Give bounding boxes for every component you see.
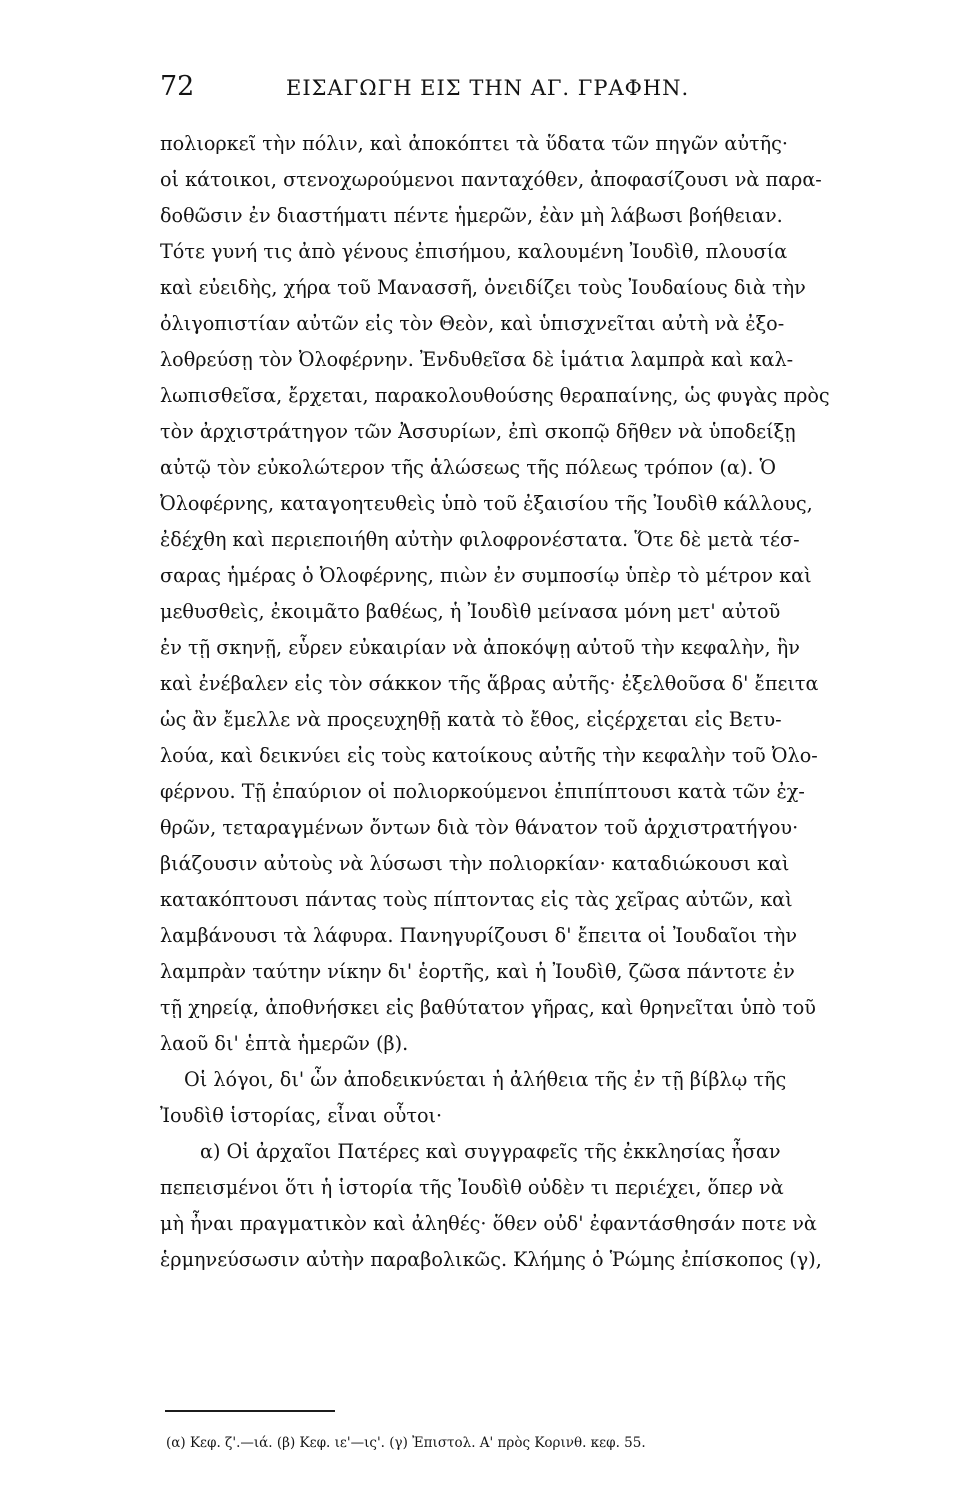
text-line: μεθυσθεὶς, ἐκοιμᾶτο βαθέως, ἡ Ἰουδὶθ μείνασα μόνη μετ' αὐτοῦ bbox=[160, 600, 781, 623]
text-line: τὸν ἀρχιστράτηγον τῶν Ἀσσυρίων, ἐπὶ σκοπῷ δῆθεν νὰ ὑποδείξῃ bbox=[160, 420, 796, 443]
paragraph-start-line: Οἱ λόγοι, δι' ὧν ἀποδεικνύεται ἡ ἀλήθεια τῆς ἐν τῇ βίβλῳ τῆς bbox=[184, 1068, 787, 1091]
text-line: οἱ κάτοικοι, στενοχωρούμενοι πανταχόθεν, ἀποφασίζουσι νὰ παρα- bbox=[160, 168, 822, 191]
body-text bbox=[160, 126, 840, 1278]
list-item-a-line: α) Οἱ ἀρχαῖοι Πατέρες καὶ συγγραφεῖς τῆς ἐκκλησίας ἦσαν bbox=[200, 1140, 781, 1163]
text-line: τῇ χηρείᾳ, ἀποθνήσκει εἰς βαθύτατον γῆρας, καὶ θρηνεῖται ὑπὸ τοῦ bbox=[160, 996, 816, 1019]
footnotes: (α) Κεφ. ζ'.—ιά. (β) Κεφ. ιε'—ις'. (γ) Ἐπιστολ. Α' πρὸς Κορινθ. κεφ. 55. bbox=[166, 1435, 646, 1451]
page-number: 72 bbox=[160, 71, 195, 102]
text-line: Ἰουδὶθ ἱστορίας, εἶναι οὗτοι· bbox=[160, 1104, 443, 1127]
text-line: κατακόπτουσι πάντας τοὺς πίπτοντας εἰς τὰς χεῖρας αὐτῶν, καὶ bbox=[160, 888, 793, 911]
text-line: ἑρμηνεύσωσιν αὐτὴν παραβολικῶς. Κλήμης ὁ Ῥώμης ἐπίσκοπος (γ), bbox=[160, 1248, 822, 1271]
text-line: ἐν τῇ σκηνῇ, εὗρεν εὐκαιρίαν νὰ ἀποκόψῃ αὐτοῦ τὴν κεφαλὴν, ἣν bbox=[160, 636, 800, 659]
running-title: ΕΙΣΑΓΩΓΗ ΕΙΣ ΤΗΝ ΑΓ. ΓΡΑΦΗΝ. bbox=[286, 76, 690, 100]
text-line: λοθρεύσῃ τὸν Ὀλοφέρνην. Ἐνδυθεῖσα δὲ ἱμάτια λαμπρὰ καὶ καλ- bbox=[160, 348, 794, 371]
text-line: λωπισθεῖσα, ἔρχεται, παρακολουθούσης θεραπαίνης, ὡς φυγὰς πρὸς bbox=[160, 384, 830, 407]
text-line: λούα, καὶ δεικνύει εἰς τοὺς κατοίκους αὐτῆς τὴν κεφαλὴν τοῦ Ὀλο- bbox=[160, 744, 818, 767]
text-line: ὀλιγοπιστίαν αὐτῶν εἰς τὸν Θεὸν, καὶ ὑπισχνεῖται αὐτὴ νὰ ἐξο- bbox=[160, 312, 785, 335]
text-line: δοθῶσιν ἐν διαστήματι πέντε ἡμερῶν, ἐὰν μὴ λάβωσι βοήθειαν. bbox=[160, 204, 783, 227]
text-line: λαοῦ δι' ἑπτὰ ἡμερῶν (β). bbox=[160, 1032, 409, 1055]
text-line: λαμπρὰν ταύτην νίκην δι' ἑορτῆς, καὶ ἡ Ἰουδὶθ, ζῶσα πάντοτε ἐν bbox=[160, 960, 795, 983]
text-line: ἐδέχθη καὶ περιεποιήθη αὐτὴν φιλοφρονέστατα. Ὅτε δὲ μετὰ τέσ- bbox=[160, 528, 800, 551]
text-line: καὶ εὐειδὴς, χήρα τοῦ Μανασσῆ, ὀνειδίζει τοὺς Ἰουδαίους διὰ τὴν bbox=[160, 276, 806, 299]
text-line: πεπεισμένοι ὅτι ἡ ἱστορία τῆς Ἰουδὶθ οὐδὲν τι περιέχει, ὅπερ νὰ bbox=[160, 1176, 784, 1199]
text-line: Ὀλοφέρνης, καταγοητευθεὶς ὑπὸ τοῦ ἐξαισίου τῆς Ἰουδὶθ κάλλους, bbox=[160, 492, 813, 515]
text-line: αὐτῷ τὸν εὐκολώτερον τῆς ἁλώσεως τῆς πόλεως τρόπον (α). Ὁ bbox=[160, 456, 776, 479]
page-header bbox=[160, 70, 840, 110]
text-line: καὶ ἐνέβαλεν εἰς τὸν σάκκον τῆς ἅβρας αὐτῆς· ἐξελθοῦσα δ' ἔπειτα bbox=[160, 672, 819, 695]
text-line: ὡς ἂν ἔμελλε νὰ προςευχηθῇ κατὰ τὸ ἔθος, εἰςέρχεται εἰς Βετυ- bbox=[160, 708, 782, 731]
text-line: μὴ ἦναι πραγματικὸν καὶ ἀληθές· ὅθεν οὐδ' ἐφαντάσθησάν ποτε νὰ bbox=[160, 1212, 817, 1235]
text-line: θρῶν, τεταραγμένων ὄντων διὰ τὸν θάνατον τοῦ ἀρχιστρατήγου· bbox=[160, 816, 799, 839]
text-line: βιάζουσιν αὐτοὺς νὰ λύσωσι τὴν πολιορκίαν· καταδιώκουσι καὶ bbox=[160, 852, 790, 875]
text-line: φέρνου. Τῇ ἐπαύριον οἱ πολιορκούμενοι ἐπιπίπτουσι κατὰ τῶν ἐχ- bbox=[160, 780, 805, 803]
footnote-divider bbox=[165, 1410, 335, 1412]
text-line: πολιορκεῖ τὴν πόλιν, καὶ ἀποκόπτει τὰ ὕδατα τῶν πηγῶν αὐτῆς· bbox=[160, 132, 788, 155]
text-line: λαμβάνουσι τὰ λάφυρα. Πανηγυρίζουσι δ' ἔπειτα οἱ Ἰουδαῖοι τὴν bbox=[160, 924, 798, 947]
text-line: σαρας ἡμέρας ὁ Ὀλοφέρνης, πιὼν ἐν συμποσίῳ ὑπὲρ τὸ μέτρον καὶ bbox=[160, 564, 812, 587]
text-line: Τότε γυνή τις ἀπὸ γένους ἐπισήμου, καλουμένη Ἰουδὶθ, πλουσία bbox=[160, 240, 788, 263]
